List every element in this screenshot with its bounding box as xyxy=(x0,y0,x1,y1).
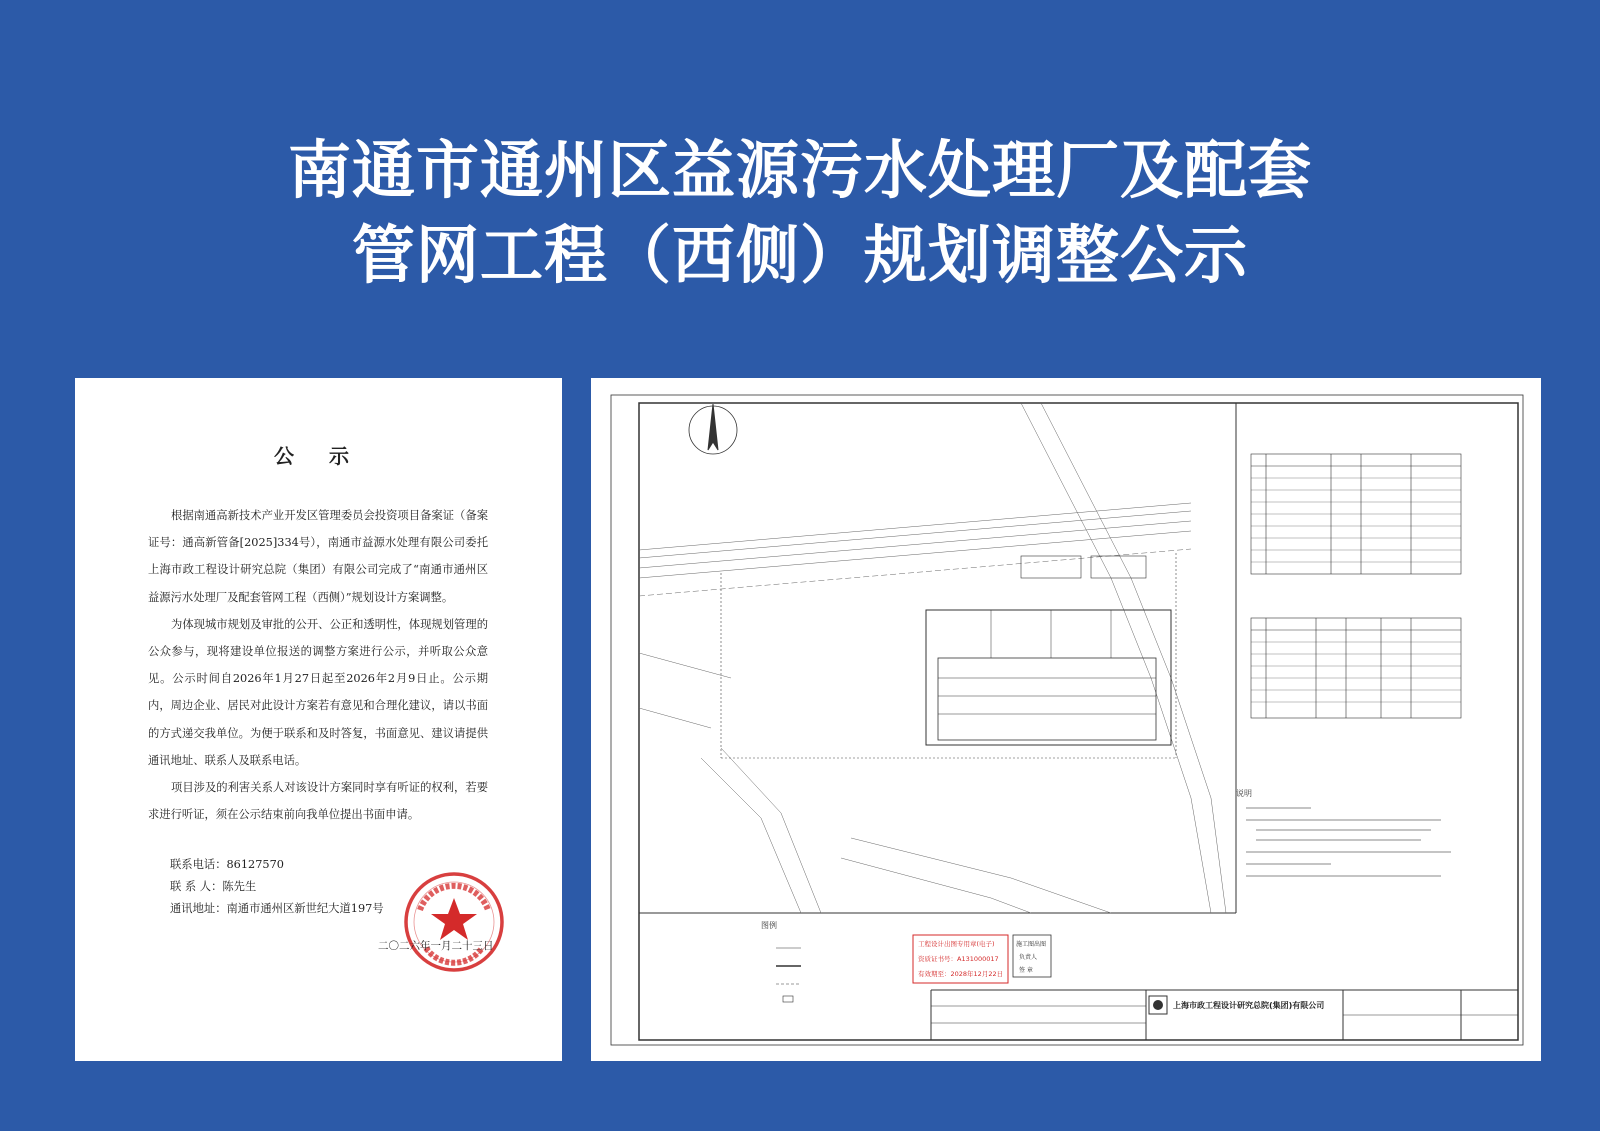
notes-heading: 说明 xyxy=(1236,789,1252,798)
contact-phone: 联系电话：86127570 xyxy=(170,858,284,871)
site-plan-svg xyxy=(591,378,1541,1061)
notice-document xyxy=(75,378,562,1061)
notice-heading: 公 示 xyxy=(274,444,363,468)
site-plan-drawing xyxy=(591,378,1541,1061)
legend-heading: 图例 xyxy=(761,921,777,930)
responsible-line-2: 负责人 xyxy=(1019,954,1038,961)
stamp-line-3: 有效期至：2028年12月22日 xyxy=(918,970,1004,978)
stamp-line-2: 资质证书号：A131000017 xyxy=(918,955,999,963)
notice-body xyxy=(148,502,488,828)
notice-contacts xyxy=(170,854,384,920)
contact-person: 联 系 人：陈先生 xyxy=(170,880,257,893)
responsible-line-1: 施工图出图 xyxy=(1016,941,1047,948)
official-seal xyxy=(402,870,506,974)
notice-paragraph-2: 为体现城市规划及审批的公开、公正和透明性，体现规划管理的公众参与，现将建设单位报送的调整方案进行公示，并听取公众意见。公示时间自2026年1月27日起至2026年2月9日止。公示期内，周边企业、居民对此设计方案若有意见和合理化建议，请以书面的方式递交我单位。为便于联系和及时答复，书面意见、建议请提供通讯地址、联系人及联系电话。 xyxy=(148,617,488,767)
page-title-line-1: 南通市通州区益源污水处理厂及配套 xyxy=(288,134,1312,207)
notice-date: 二〇二六年一月二十三日 xyxy=(378,940,494,952)
contact-address: 通讯地址：南通市通州区新世纪大道197号 xyxy=(170,902,384,915)
company-name: 上海市政工程设计研究总院(集团)有限公司 xyxy=(1173,1001,1325,1010)
company-logo xyxy=(1149,996,1167,1014)
notice-paragraph-3: 项目涉及的利害关系人对该设计方案同时享有听证的权利，若要求进行听证，须在公示结束前向我单位提出书面申请。 xyxy=(148,781,488,822)
notice-paragraph-1: 根据南通高新技术产业开发区管理委员会投资项目备案证（备案证号：通高新管备[2025]334号），南通市益源水处理有限公司委托上海市政工程设计研究总院（集团）有限公司完成了“南通市通州区益源污水处理厂及配套管网工程（西侧）”规划设计方案调整。 xyxy=(148,509,488,604)
page-title-line-2: 管网工程（西侧）规划调整公示 xyxy=(352,219,1248,292)
design-stamp xyxy=(913,935,1008,983)
responsible-line-3: 签 章 xyxy=(1019,967,1033,974)
responsible-stamp xyxy=(1013,935,1051,977)
stamp-line-1: 工程设计出图专用章(电子) xyxy=(918,940,995,948)
